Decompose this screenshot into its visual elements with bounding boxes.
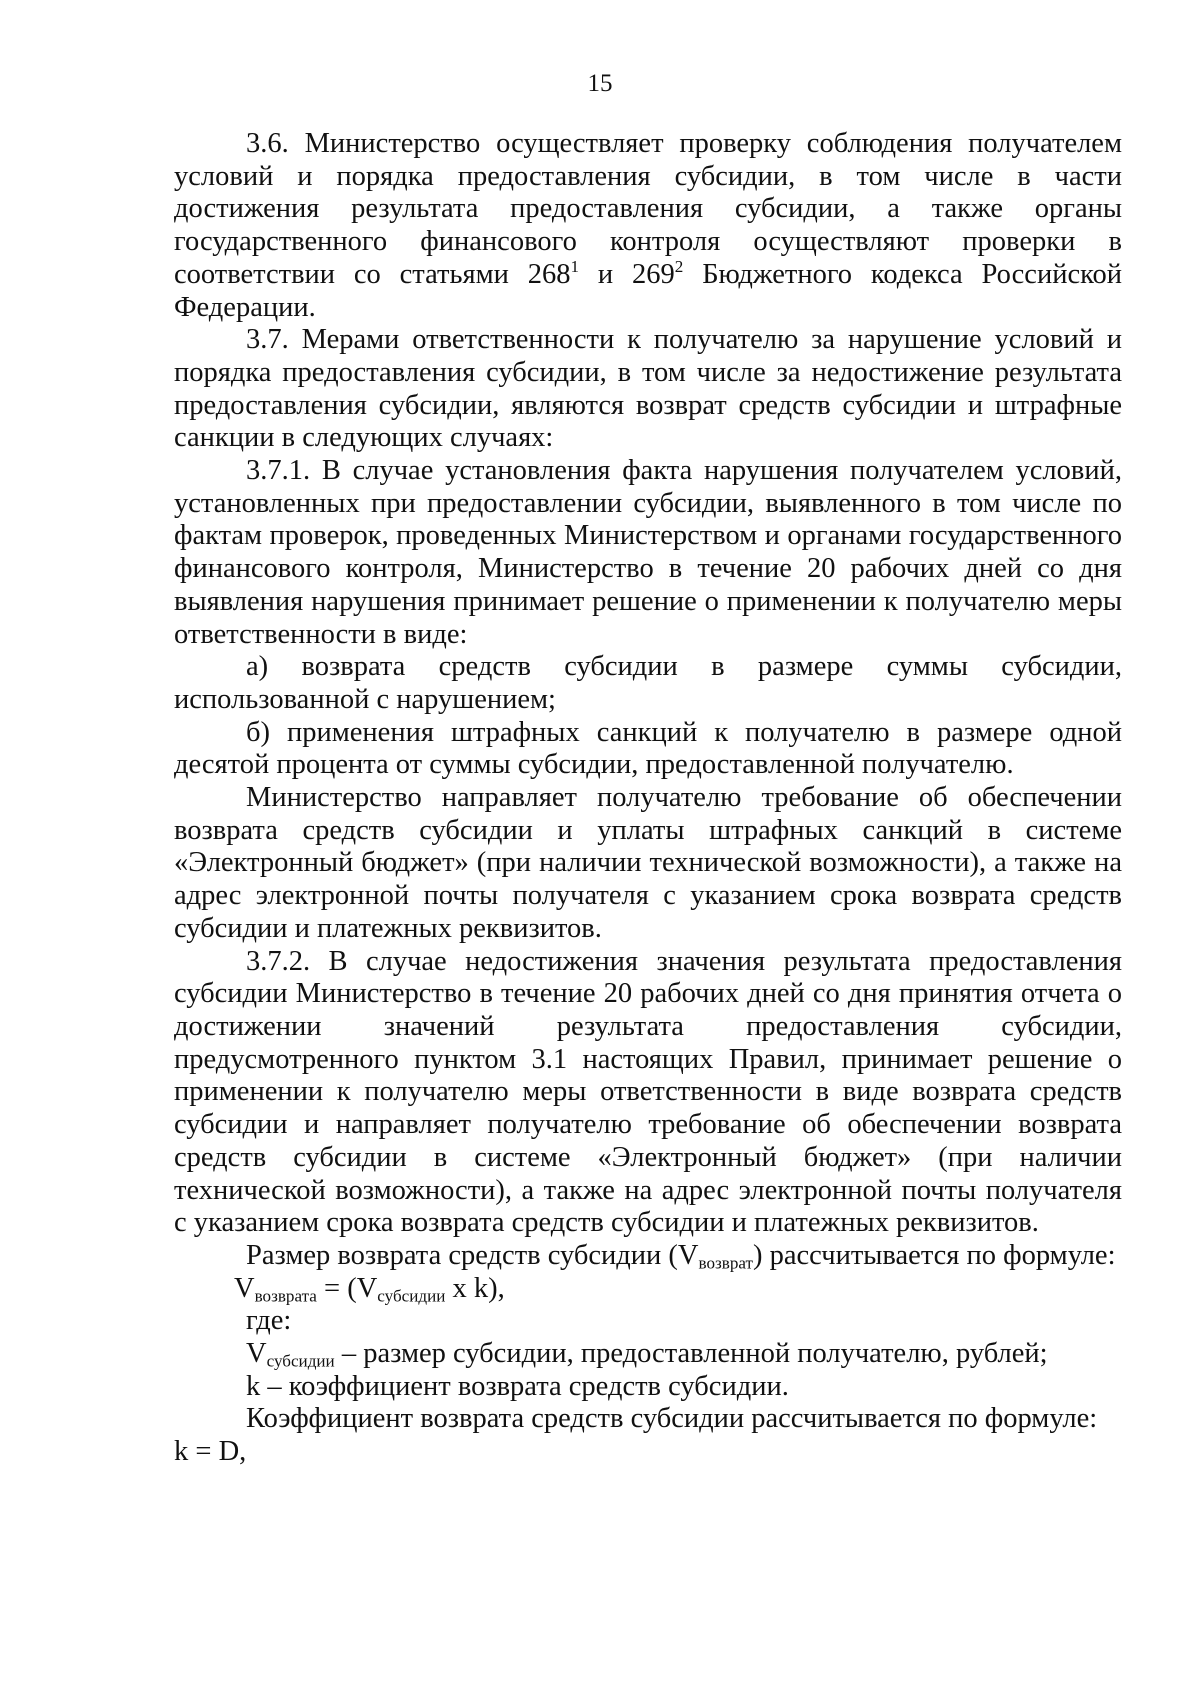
- paragraph-3-7-1: 3.7.1. В случае установления факта нарушения получателем условий, установленных при предоставлении субсидии, выявленного в том числе по фактам проверок, проведенных Министерством и органами государственного финансового контроля, Министерство в течение 20 рабочих дней со дня выявления нарушения принимает решение о применении к получателю меры ответственности в виде:: [174, 455, 1122, 650]
- paragraph-ministry: Министерство направляет получателю требование об обеспечении возврата средств субсидии и уплаты штрафных санкций в системе «Электронный бюджет» (при наличии технической возможности), а также на адрес электронной почты получателя с указанием срока возврата средств субсидии и платежных реквизитов.: [174, 782, 1122, 944]
- paragraph-a: а) возврата средств субсидии в размере суммы субсидии, использованной с нарушением;: [174, 651, 1122, 715]
- formula-return: $V_{возврата} = (V_{субсидии}$ x k),: [234, 1272, 505, 1305]
- paragraph-3-7: 3.7. Мерами ответственности к получателю за нарушение условий и порядка предоставления субсидии, в том числе за недостижение результата предоставления субсидии, являются возврат средств субсидии и штрафные санкции в следующих случаях:: [174, 324, 1122, 454]
- definition-k: k – коэффициент возврата средств субсидии.: [246, 1370, 789, 1402]
- document-body: [174, 128, 1122, 1469]
- definition-v: $V_{субсидии}$ – размер субсидии, предоставленной получателю, рублей;: [246, 1338, 1048, 1371]
- page-number: 15: [587, 70, 613, 97]
- footnote-superscript: 1: [570, 256, 580, 276]
- paragraph-b: б) применения штрафных санкций к получателю в размере одной десятой процента от суммы субсидии, предоставленной получателю.: [174, 716, 1122, 781]
- formula-coefficient: k = D,: [174, 1436, 247, 1468]
- where-label: где:: [246, 1305, 292, 1337]
- footnote-superscript: 2: [674, 256, 684, 276]
- paragraph-size: Размер возврата средств субсидии $(V_{возврат})$ рассчитывается по формуле:: [246, 1239, 1116, 1273]
- paragraph-coefficient: Коэффициент возврата средств субсидии рассчитывается по формуле:: [246, 1403, 1098, 1435]
- paragraph-3-7-2: 3.7.2. В случае недостижения значения результата предоставления субсидии Министерство в течение 20 рабочих дней со дня принятия отчета о достижении значений результата предоставления субсидии, предусмотренного пунктом 3.1 настоящих Правил, принимает решение о применении к получателю меры ответственности в виде возврата средств субсидии и направляет получателю требование об обеспечении возврата средств субсидии в системе «Электронный бюджет» (при наличии технической возможности), а также на адрес электронной почты получателя с указанием срока возврата средств субсидии и платежных реквизитов.: [174, 945, 1122, 1239]
- paragraph-3-6: 3.6. Министерство осуществляет проверку соблюдения получателем условий и порядка предоставления субсидии, в том числе в части достижения результата предоставления субсидии, а также органы государственного финансового контроля осуществляют проверки в соответствии со статьями $268^1$ и $269^2$ Бюджетного кодекса Российской Федерации.: [174, 128, 1122, 323]
